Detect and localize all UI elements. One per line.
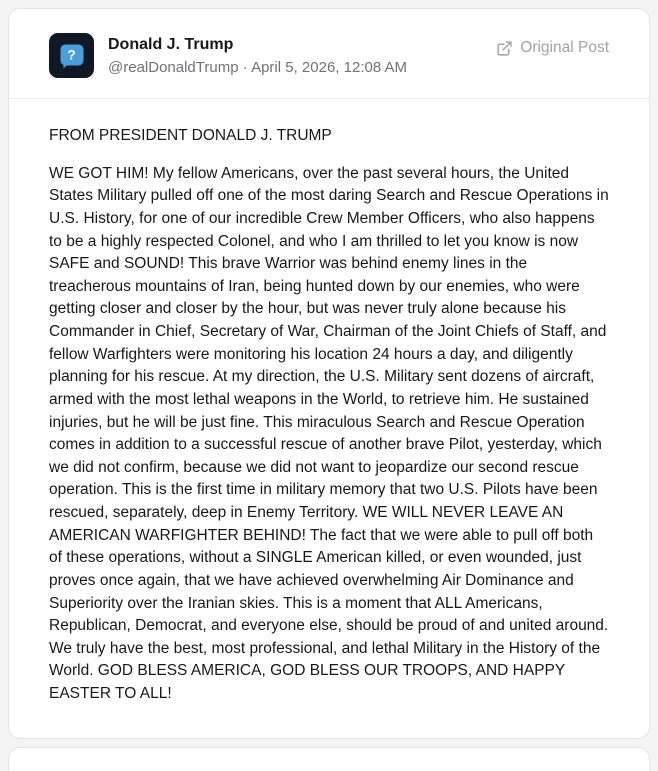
author-name[interactable]: Donald J. Trump [108, 35, 234, 53]
avatar[interactable] [49, 33, 94, 78]
question-mark-icon [60, 44, 83, 65]
meta-separator: · [242, 58, 248, 76]
original-post-label: Original Post [520, 39, 609, 56]
author-block [108, 36, 407, 76]
post-paragraph: WE GOT HIM! My fellow Americans, over the past several hours, the United States Military pulled off one of the most daring Search and Rescue Operations in U.S. History, for one of our incredible Crew Member Officers, who also happens to be a highly respected Colonel, and who I am thrilled to let you know is now SAFE and SOUND! This brave Warrior was behind enemy lines in the treacherous mountains of Iran, being hunted down by our enemies, who were getting closer and closer by the hour, but was never truly alone because his Commander in Chief, Secretary of War, Chairman of the Joint Chiefs of Staff, and fellow Warfighters were monitoring his location 24 hours a day, and diligently planning for his rescue. At my direction, the U.S. Military sent dozens of aircraft, armed with the most lethal weapons in the World, to retrieve him. He sustained injuries, but he will be just fine. This miraculous Search and Rescue Operation comes in addition to a successful rescue of another brave Pilot, yesterday, which we did not confirm, because we did not want to jeopardize our second rescue operation. This is the first time in military memory that two U.S. Pilots have been rescued, separately, deep in Enemy Territory. WE WILL NEVER LEAVE AN AMERICAN WARFIGHTER BEHIND! The fact that we were able to pull off both of these operations, without a SINGLE American killed, or even wounded, just proves once again, that we have achieved overwhelming Air Dominance and Superiority over the Iranian skies. This is a moment that ALL Americans, Republican, Democrat, and everyone else, should be proud of and united around. We truly have the best, most professional, and lethal Military in the History of the World. GOD BLESS AMERICA, GOD BLESS OUR TROOPS, AND HAPPY EASTER TO ALL! [49, 164, 609, 702]
post-card [8, 8, 650, 739]
post-body [9, 99, 649, 738]
next-post-card-partial [8, 747, 650, 771]
post-timestamp: April 5, 2026, 12:08 AM [251, 58, 408, 76]
question-mark-glyph: ? [67, 46, 76, 63]
author-handle[interactable]: @realDonaldTrump [108, 58, 239, 76]
post-paragraph: FROM PRESIDENT DONALD J. TRUMP [49, 127, 332, 144]
post-header [9, 9, 649, 99]
external-link-icon [496, 40, 513, 57]
original-post-link[interactable] [496, 39, 609, 57]
author-meta [108, 59, 407, 76]
